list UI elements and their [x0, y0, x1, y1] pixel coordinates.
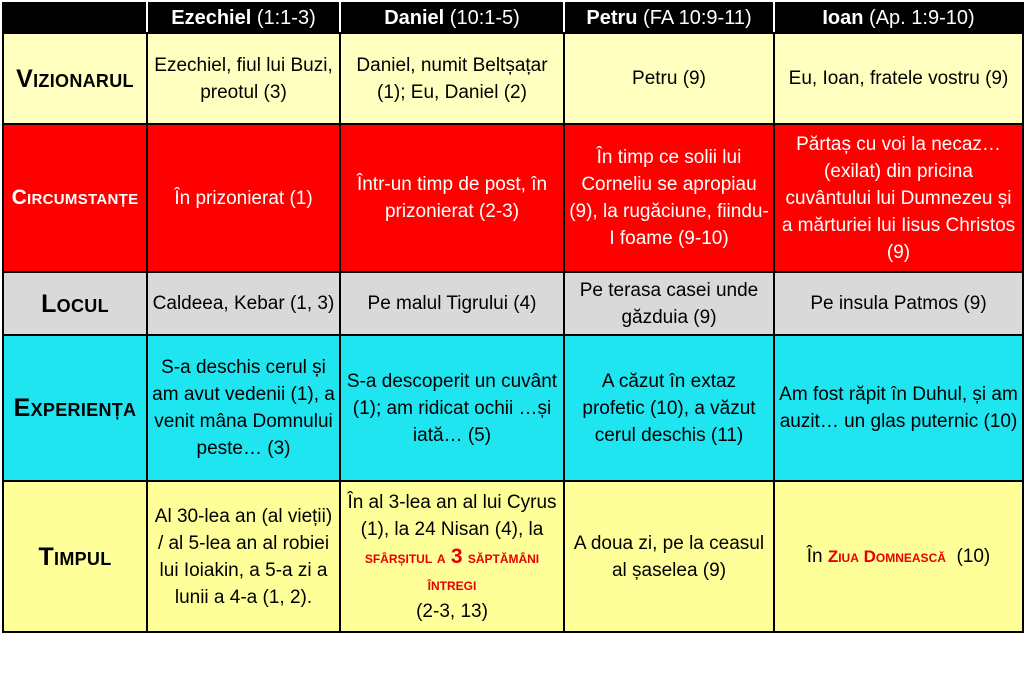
- cell-locul-petru: Pe terasa casei unde găzduia (9): [564, 272, 774, 335]
- timpul-ioan-ref: (10): [945, 546, 991, 567]
- row-label-locul: Locul: [3, 272, 147, 335]
- header-name: Ioan: [822, 7, 864, 29]
- timpul-daniel-ref: (2-3, 13): [416, 600, 488, 622]
- cell-vizionarul-petru: Petru (9): [564, 33, 774, 124]
- cell-circumstante-ioan: Părtaș cu voi la necaz… (exilat) din pricina cuvântului lui Dumnezeu și a mărturiei lui Iisus Christos (9): [774, 124, 1023, 272]
- row-label-circumstante: Circumstanțe: [3, 124, 147, 272]
- comparison-table: [2, 2, 1024, 633]
- cell-circumstante-petru: În timp ce solii lui Corneliu se apropiau (9), la rugăciune, fiindu-I foame (9-10): [564, 124, 774, 272]
- header-ioan: [774, 3, 1023, 33]
- cell-timpul-ioan: [774, 481, 1023, 632]
- header-ezechiel: [147, 3, 340, 33]
- header-petru: [564, 3, 774, 33]
- timpul-ioan-text: În: [806, 546, 828, 567]
- cell-vizionarul-daniel: Daniel, numit Beltșațar (1); Eu, Daniel (2): [340, 33, 564, 124]
- highlight-number: 3: [450, 544, 463, 568]
- header-daniel: [340, 3, 564, 33]
- row-experienta: [3, 335, 1023, 481]
- header-name: Petru: [586, 7, 638, 29]
- header-ref: (1:1-3): [256, 7, 316, 29]
- cell-experienta-petru: A căzut în extaz profetic (10), a văzut cerul deschis (11): [564, 335, 774, 481]
- header-ref: (FA 10:9-11): [643, 7, 752, 29]
- row-label-experienta: Experiența: [3, 335, 147, 481]
- cell-locul-ezechiel: Caldeea, Kebar (1, 3): [147, 272, 340, 335]
- row-label-timpul: Timpul: [3, 481, 147, 632]
- cell-timpul-petru: A doua zi, pe la ceasul al șaselea (9): [564, 481, 774, 632]
- cell-timpul-ezechiel: Al 30-lea an (al vieții) / al 5-lea an al robiei lui Ioiakin, a 5-a zi a lunii a 4-a (1, 2).: [147, 481, 340, 632]
- cell-locul-ioan: Pe insula Patmos (9): [774, 272, 1023, 335]
- cell-circumstante-ezechiel: În prizonierat (1): [147, 124, 340, 272]
- cell-locul-daniel: Pe malul Tigrului (4): [340, 272, 564, 335]
- cell-circumstante-daniel: Într-un timp de post, în prizonierat (2-3): [340, 124, 564, 272]
- cell-timpul-daniel: [340, 481, 564, 632]
- cell-experienta-daniel: S-a descoperit un cuvânt (1); am ridicat ochii …și iată… (5): [340, 335, 564, 481]
- highlight-saptamani: săptămâni întregi: [427, 547, 540, 594]
- cell-experienta-ezechiel: S-a deschis cerul și am avut vedenii (1), a venit mâna Domnului peste… (3): [147, 335, 340, 481]
- header-corner: [3, 3, 147, 33]
- row-timpul: [3, 481, 1023, 632]
- row-label-vizionarul: Vizionarul: [3, 33, 147, 124]
- row-circumstante: [3, 124, 1023, 272]
- timpul-daniel-text: În al 3-lea an al lui Cyrus (1), la 24 Nisan (4), la: [347, 491, 557, 540]
- row-locul: [3, 272, 1023, 335]
- cell-vizionarul-ioan: Eu, Ioan, fratele vostru (9): [774, 33, 1023, 124]
- cell-experienta-ioan: Am fost răpit în Duhul, și am auzit… un glas puternic (10): [774, 335, 1023, 481]
- header-name: Ezechiel: [171, 7, 252, 29]
- header-ref: (10:1-5): [449, 7, 520, 29]
- header-ref: (Ap. 1:9-10): [869, 7, 975, 29]
- row-vizionarul: [3, 33, 1023, 124]
- header-name: Daniel: [384, 7, 445, 29]
- highlight-sfarsitul: sfârșitul a: [364, 547, 446, 567]
- cell-vizionarul-ezechiel: Ezechiel, fiul lui Buzi, preotul (3): [147, 33, 340, 124]
- highlight-ziua-domneasca: Ziua Domnească: [827, 547, 946, 566]
- header-row: [3, 3, 1023, 33]
